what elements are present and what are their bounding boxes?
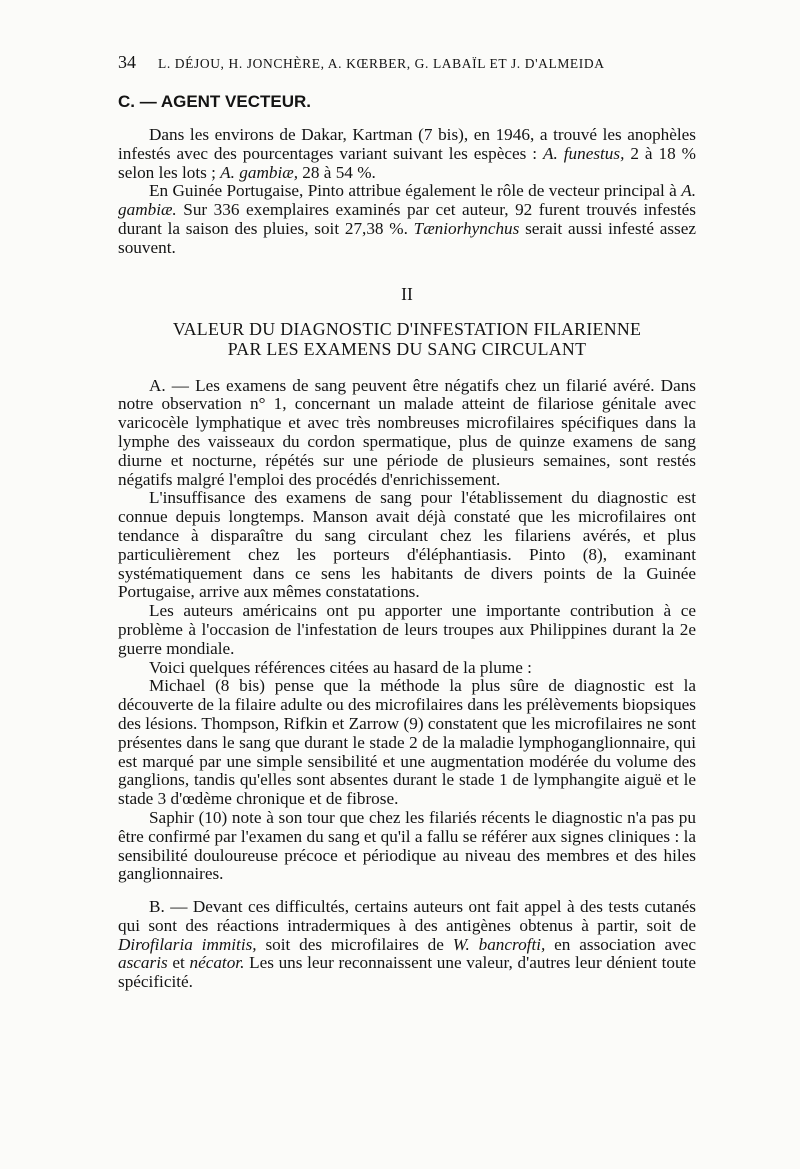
section-heading-agent-vecteur: C. — AGENT VECTEUR. [118,92,311,111]
paragraph-b: B. — Devant ces difficultés, certains auteurs ont fait appel à des tests cutanés qui sont des réactions intradermiques à des antigènes obtenus à partir, soit de Dirofilaria immitis, soit des microfilaires de W. bancrofti, en association avec ascaris et nécator. Les uns leur reconnaissent une valeur, d'autres leur dénient toute spécificité. [118,897,697,992]
part-title-line-2: PAR LES EXAMENS DU SANG CIRCULANT [227,338,587,359]
paragraph-dakar: Dans les environs de Dakar, Kartman (7 bis), en 1946, a trouvé les anophèles infestés avec des pourcentages variant suivant les espèces : A. funestus, 2 à 18 % selon les lots ; A. gambiæ, 28 à 54 %. [118,125,696,182]
paragraph-americains: Les auteurs américains ont pu apporter une importante contribution à ce problème à l'occasion de l'infestation de leurs troupes aux Philippines durant la 2e guerre mondiale. [118,601,696,658]
page-number: 34 [118,52,136,72]
running-head-authors: L. DÉJOU, H. JONCHÈRE, A. KŒRBER, G. LABAÏL ET J. D'ALMEIDA [158,56,605,71]
part-number: II [401,283,413,304]
paragraph-voici: Voici quelques références citées au hasard de la plume : [149,657,532,677]
document-page [118,52,696,992]
running-header [118,52,696,74]
paragraph-michael: Michael (8 bis) pense que la méthode la plus sûre de diagnostic est la découverte de la filaire adulte ou des microfilaires dans les prélèvements biopsiques des lésions. Thompson, Rifkin et Zarrow (9) constatent que les microfilaires ne sont présentes dans le sang que durant le stade 2 de la maladie lymphoganglionnaire, qui est marqué par une simple sensibilité et une augmentation modérée du volume des ganglions, tandis qu'elles sont absentes durant le stade 1 de lymphangite aiguë et le stade 3 d'œdème chronique et de fibrose. [118,676,696,809]
part-title-line-1: VALEUR DU DIAGNOSTIC D'INFESTATION FILARIENNE [172,318,642,339]
part-title [118,319,696,359]
paragraph-guinee: En Guinée Portugaise, Pinto attribue également le rôle de vecteur principal à A. gambiæ. Sur 336 exemplaires examinés par cet auteur, 92 furent trouvés infestés durant la saison des pluies, soit 27,38 %. Tæniorhynchus serait aussi infesté assez souvent. [118,181,696,257]
paragraph-saphir: Saphir (10) note à son tour que chez les filariés récents le diagnostic n'a pas pu être confirmé par l'examen du sang et qu'il a fallu se référer aux signes cliniques : la sensibilité douloureuse précoce et périodique au niveau des membres et des hiles ganglionnaires. [118,807,696,884]
paragraph-insuffisance: L'insuffisance des examens de sang pour l'établissement du diagnostic est connue depuis longtemps. Manson avait déjà constaté que les microfilaires ont tendance à disparaître du sang circulant chez les filariens avérés, et plus particulièrement chez les porteurs d'éléphantiasis. Pinto (8), examinant systématiquement dans ce sens les habitants de divers points de la Guinée Portugaise, arrive aux mêmes constatations. [118,488,696,602]
paragraph-a: A. — Les examens de sang peuvent être négatifs chez un filarié avéré. Dans notre observation n° 1, concernant un malade atteint de filariose génitale avec varicocèle lymphatique et avec très nombreuses microfilaires spécifiques dans la lymphe des vaisseaux du cordon spermatique, plus de quinze examens de sang diurne et nocturne, répétés sur une période de plusieurs semaines, sont restés négatifs malgré l'emploi des procédés d'enrichissement. [118,375,696,489]
